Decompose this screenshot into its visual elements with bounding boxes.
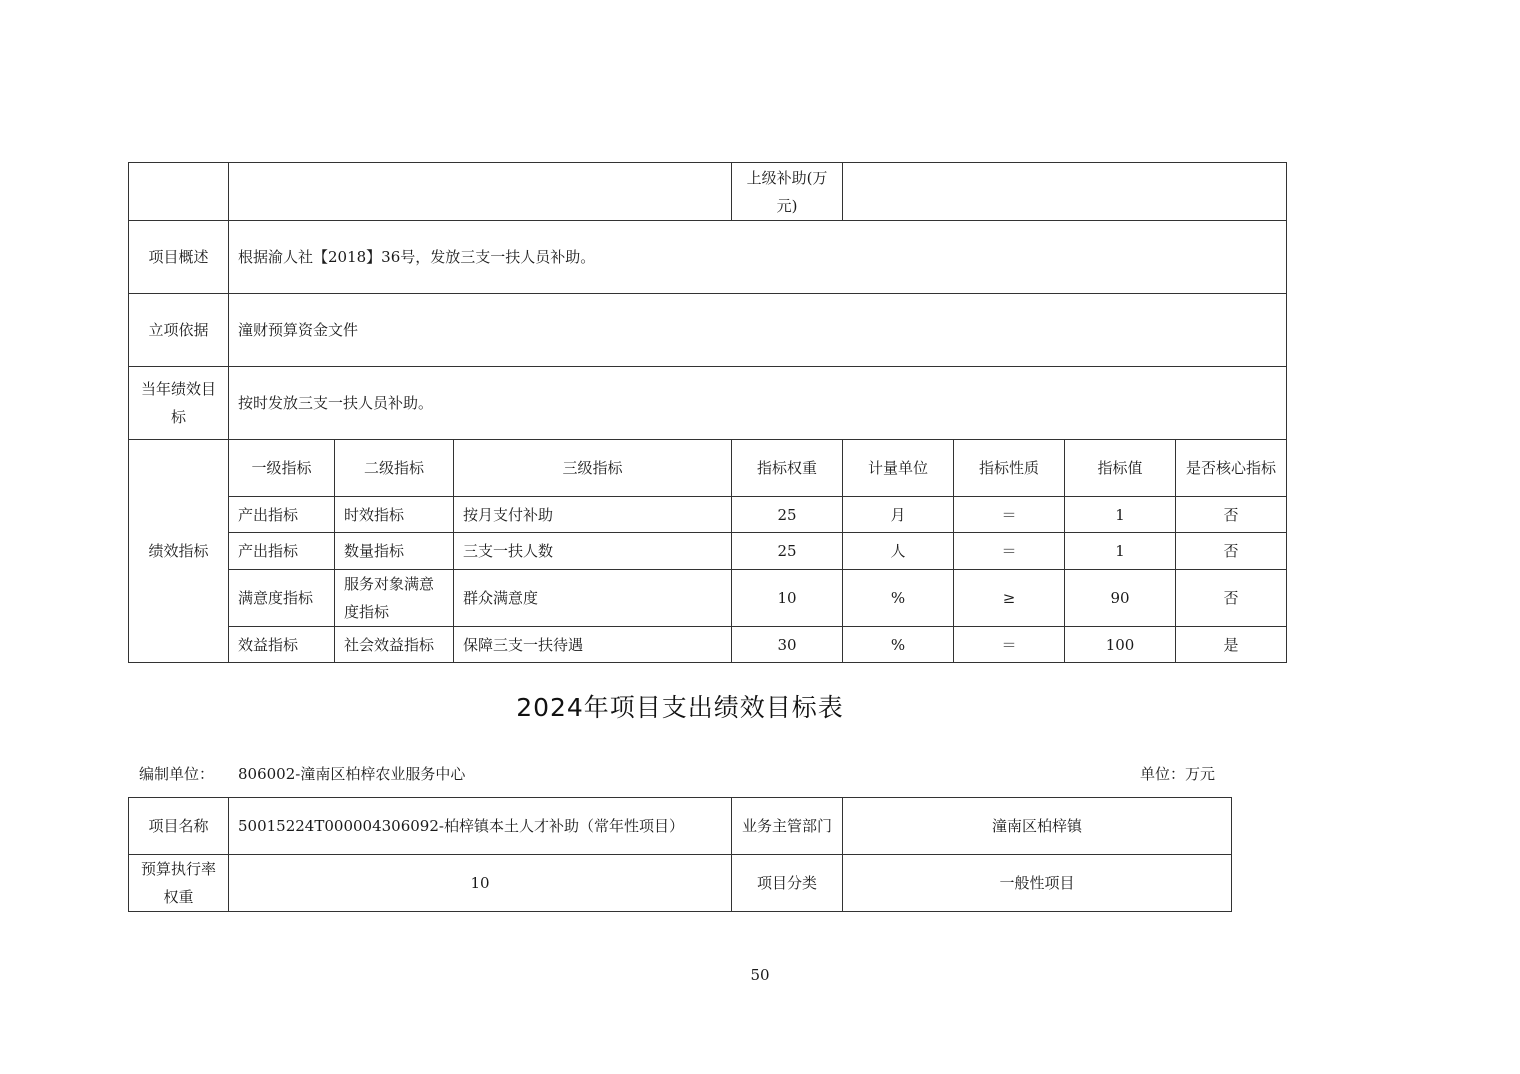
table-cell: 保障三支一扶待遇: [454, 627, 732, 663]
table-cell: 否: [1176, 533, 1287, 570]
category-value: 一般性项目: [843, 855, 1232, 912]
budget-weight-value: 10: [229, 855, 732, 912]
table-cell: 时效指标: [335, 497, 454, 533]
table-row: [129, 497, 1287, 533]
table-cell: 10: [732, 570, 843, 627]
table-cell: 三支一扶人数: [454, 533, 732, 570]
table-cell: 人: [843, 533, 954, 570]
table-cell: ＝: [954, 497, 1065, 533]
header-cell: 是否核心指标: [1176, 440, 1287, 497]
table-cell: 社会效益指标: [335, 627, 454, 663]
table-cell: ＝: [954, 533, 1065, 570]
table-cell: 产出指标: [229, 497, 335, 533]
table-cell: 产出指标: [229, 533, 335, 570]
overview-label: 项目概述: [129, 221, 229, 294]
currency-unit: 单位：万元: [1140, 765, 1216, 783]
header-cell: 指标权重: [732, 440, 843, 497]
table-cell: 数量指标: [335, 533, 454, 570]
table-cell: ≥: [954, 570, 1065, 627]
org-value: 806002-潼南区柏梓农业服务中心: [238, 765, 466, 783]
table-cell: 1: [1065, 533, 1176, 570]
empty-cell: [229, 163, 732, 221]
table-cell: 满意度指标: [229, 570, 335, 627]
goal-value: 按时发放三支一扶人员补助。: [229, 367, 1287, 440]
table-cell: 90: [1065, 570, 1176, 627]
header-cell: 一级指标: [229, 440, 335, 497]
org-label: 编制单位：: [139, 765, 215, 783]
project-detail-table: [128, 162, 1287, 663]
category-label: 项目分类: [732, 855, 843, 912]
table-cell: 30: [732, 627, 843, 663]
table-cell: 25: [732, 533, 843, 570]
table-cell: 按月支付补助: [454, 497, 732, 533]
table-cell: 1: [1065, 497, 1176, 533]
table-cell: %: [843, 570, 954, 627]
table-cell: 服务对象满意度指标: [335, 570, 454, 627]
dept-value: 潼南区柏梓镇: [843, 798, 1232, 855]
table-cell: 100: [1065, 627, 1176, 663]
header-cell: 三级指标: [454, 440, 732, 497]
table-cell: 25: [732, 497, 843, 533]
table-cell: 效益指标: [229, 627, 335, 663]
project-summary-table: [128, 797, 1232, 912]
header-cell: 指标值: [1065, 440, 1176, 497]
table-cell: ＝: [954, 627, 1065, 663]
basis-label: 立项依据: [129, 294, 229, 367]
budget-weight-label: 预算执行率权重: [129, 855, 229, 912]
project-name-label: 项目名称: [129, 798, 229, 855]
table-row: [129, 533, 1287, 570]
table-cell: 月: [843, 497, 954, 533]
header-cell: 计量单位: [843, 440, 954, 497]
goal-label: 当年绩效目标: [129, 367, 229, 440]
header-cell: 指标性质: [954, 440, 1065, 497]
basis-value: 潼财预算资金文件: [229, 294, 1287, 367]
superior-subsidy-label: 上级补助(万元): [732, 163, 843, 221]
overview-value: 根据渝人社【2018】36号，发放三支一扶人员补助。: [229, 221, 1287, 294]
table-cell: 群众满意度: [454, 570, 732, 627]
project-name-value: 50015224T000004306092-柏梓镇本土人才补助（常年性项目）: [229, 798, 732, 855]
table-cell: 是: [1176, 627, 1287, 663]
perf-indicator-label: 绩效指标: [129, 440, 229, 663]
dept-label: 业务主管部门: [732, 798, 843, 855]
page-number: 50: [750, 966, 770, 984]
empty-cell: [129, 163, 229, 221]
header-cell: 二级指标: [335, 440, 454, 497]
page-title: 2024年项目支出绩效目标表: [516, 693, 844, 722]
table-cell: %: [843, 627, 954, 663]
table-cell: 否: [1176, 497, 1287, 533]
table-cell: 否: [1176, 570, 1287, 627]
superior-subsidy-value: [843, 163, 1287, 221]
table-row: [129, 627, 1287, 663]
table-row: [129, 570, 1287, 627]
